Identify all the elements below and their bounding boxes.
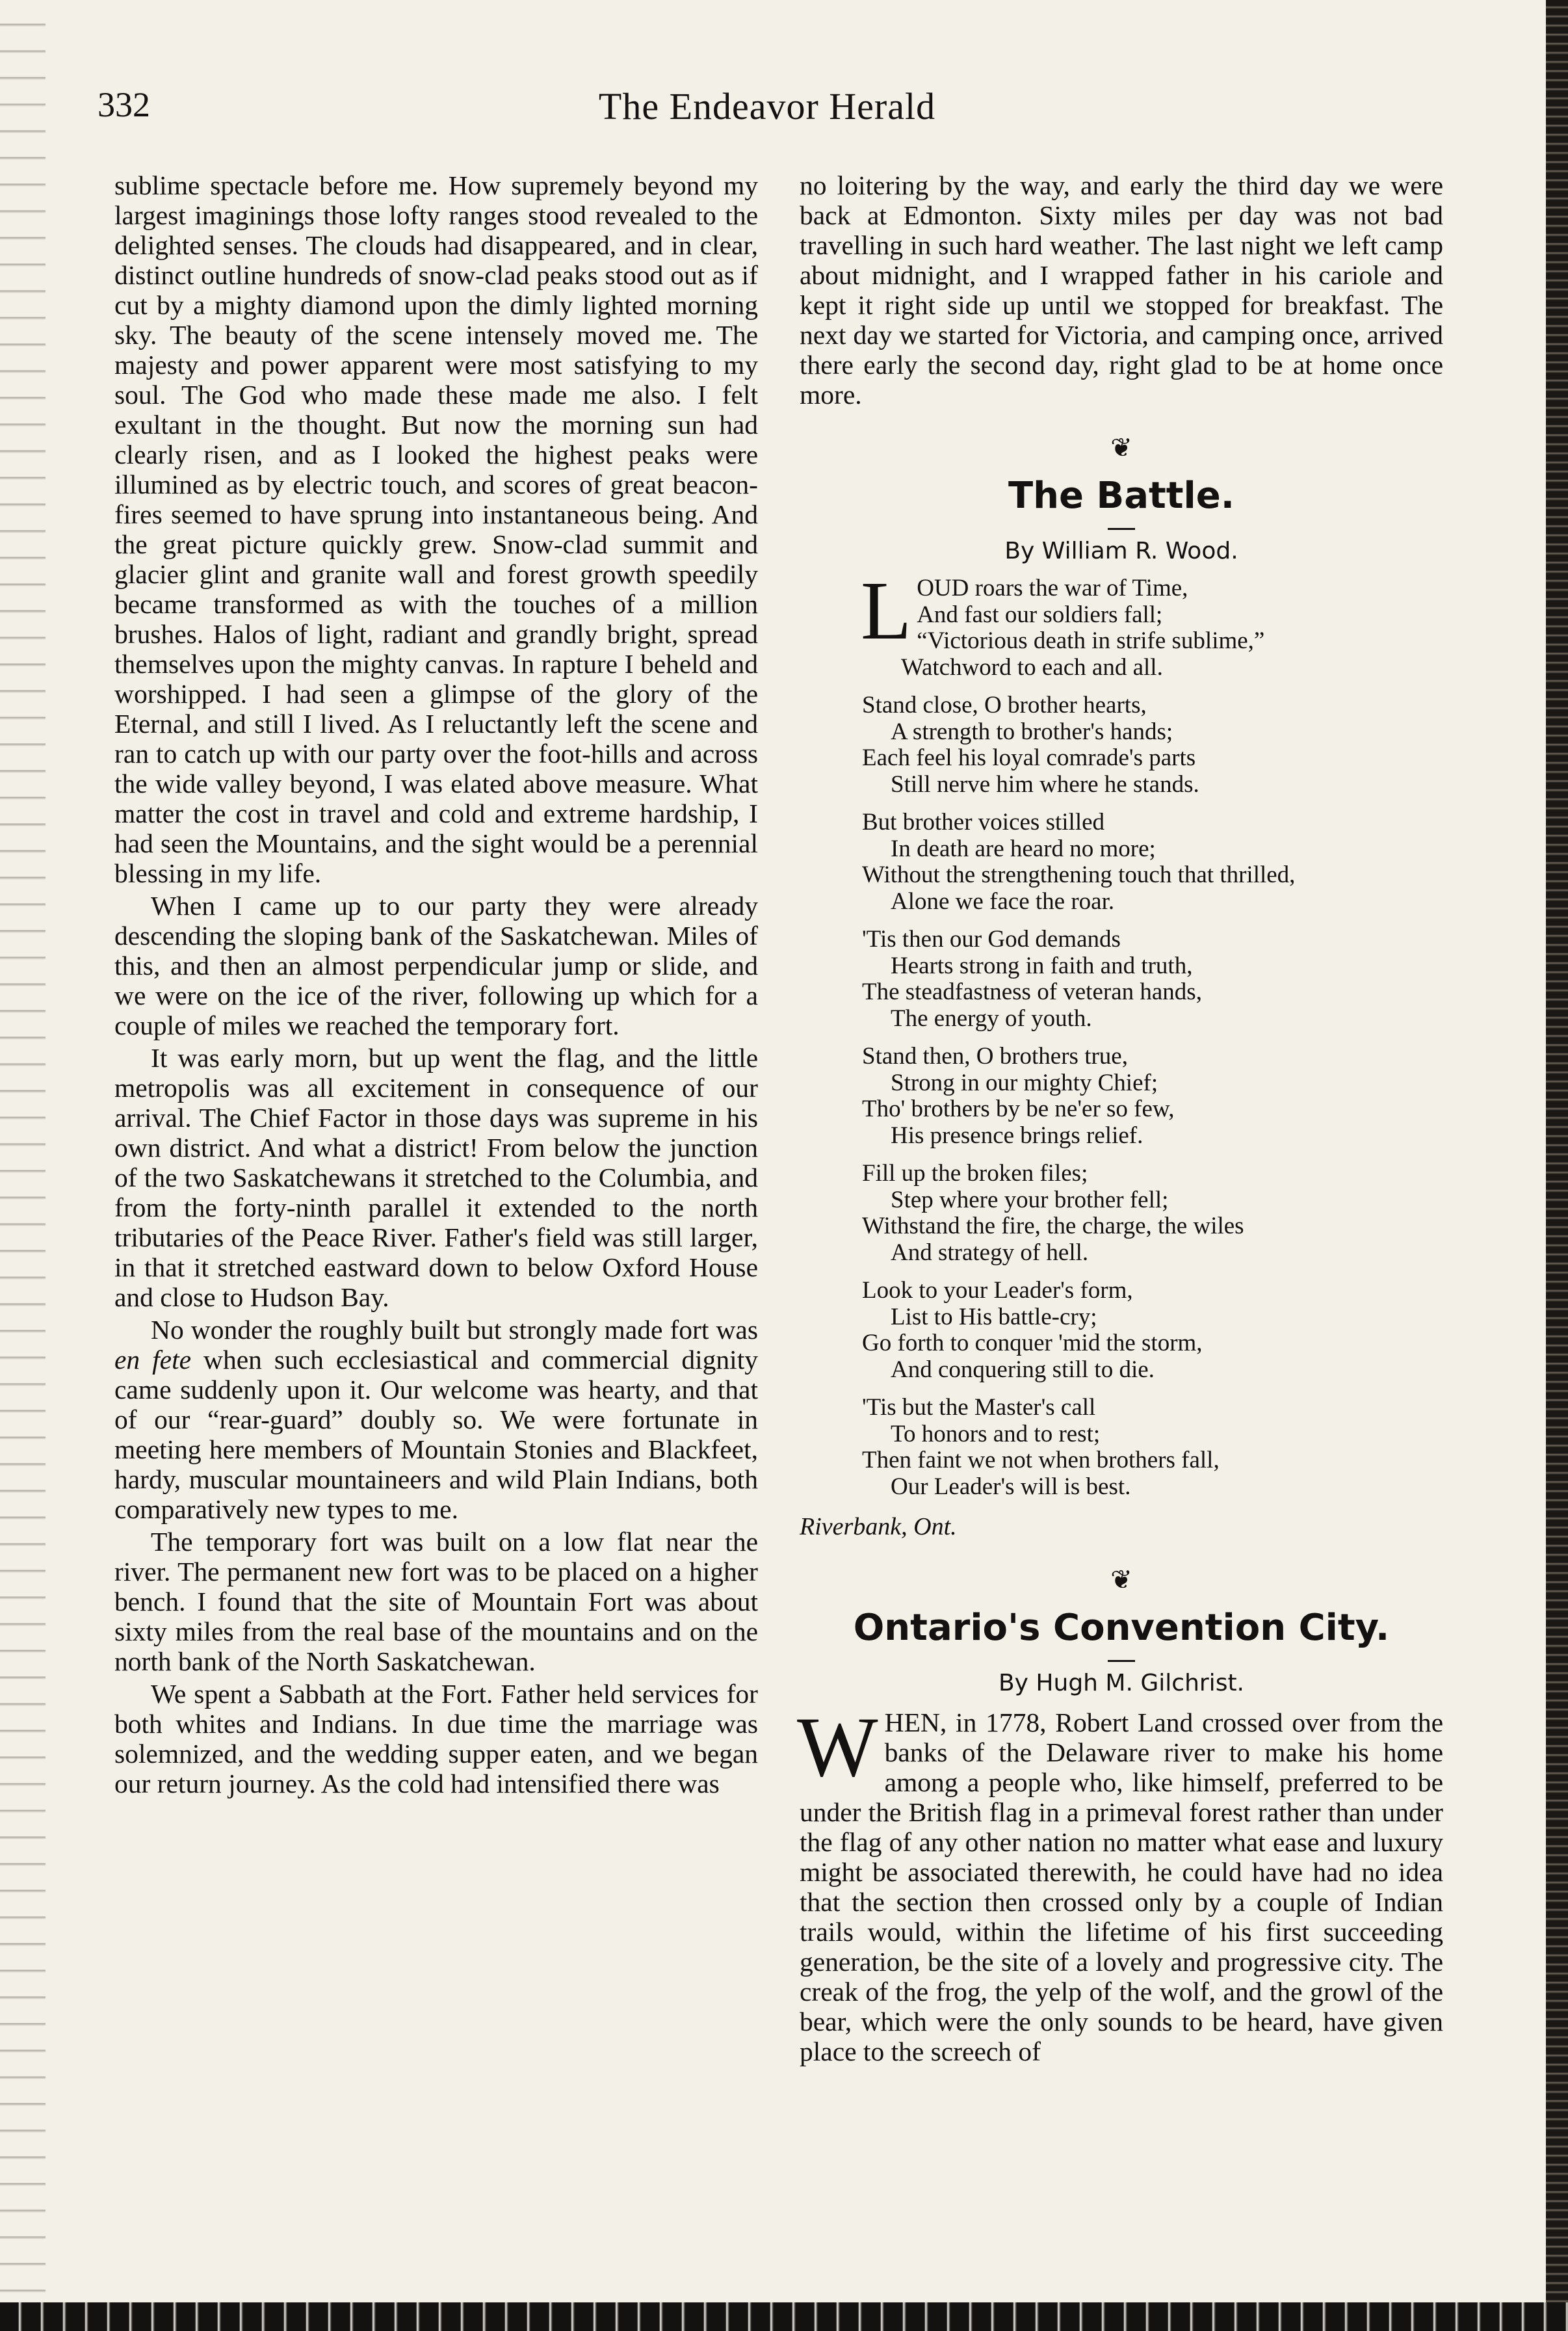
section-ornament: ❦ [1110,433,1132,462]
left-column [114,170,758,1801]
poem-stanza [862,692,1443,798]
poem-stanza [862,1044,1443,1149]
poem-line: A strength to brother's hands; [891,718,1173,745]
article-drop-cap: W [797,1699,878,1795]
section-ornament: ❦ [1110,1565,1132,1594]
article-paragraph [797,1699,1443,2066]
scan-edge-right [1546,0,1568,2331]
poem-line: Withstand the fire, the charge, the wiles [862,1213,1244,1239]
poem-byline: By William R. Wood. [1004,538,1238,564]
poem-line: Strong in our mighty Chief; [891,1069,1158,1096]
article-title: Ontario's Convention City. [853,1607,1390,1649]
fete-italic: en fete [114,1345,192,1375]
body-paragraph: When I came up to our party they were already descending the sloping bank of the Saskatchewan. Miles of this, and then an almost perpendicular jump or slide, and we were on the ice of the river, following up which for a couple of miles we reached the temporary fort. [114,891,758,1040]
poem-stanza [862,1278,1443,1383]
page-number: 332 [98,85,150,124]
poem-line: Fill up the broken files; [862,1160,1088,1187]
body-paragraph: sublime spectacle before me. How supremely beyond my largest imaginings those lofty ranges stood revealed to the delighted senses. The clouds had disappeared, and in clear, distinct outline hundreds of snow-clad peaks stood out as if cut by a mighty diamond upon the dimly lighted morning sky. The beauty of the scene intensely moved me. The majesty and power apparent were most satisfying to my soul. The God who made these made me also. I felt exultant in the thought. But now the morning sun had clearly risen, and as I looked the highest peaks were illumined as by electric touch, and scores of great beacon-fires seemed to have sprung into instantaneous being. And the great picture quickly grew. Snow-clad summit and glacier glint and granite wall and forest growth speedily became transformed as with the touches of a million brushes. Halos of light, radiant and grandly bright, spread themselves upon the mighty canvas. In rapture I beheld and worshipped. I had seen a glimpse of the glory of the Eternal, and still I lived. As I reluctantly left the scene and ran to catch up with our party over the foot-hills and across the wide valley beyond, I was elated above measure. What matter the cost in travel and cold and extreme hardship, I had seen the Mountains, and the sight would be a perennial blessing in my life. [114,170,758,888]
poem-stanza [862,927,1443,1032]
poem-line: The steadfastness of veteran hands, [862,979,1202,1005]
poem-line: Without the strengthening touch that thrilled, [862,862,1296,888]
body-paragraph: The temporary fort was built on a low flat near the river. The permanent new fort was to be placed on a higher bench. I found that the site of Mountain Fort was about sixty miles from the real base of the mountains and on the north bank of the North Saskatchewan. [114,1527,758,1676]
poem-line: Go forth to conquer 'mid the storm, [862,1330,1203,1356]
poem-line: Each feel his loyal comrade's parts [862,744,1196,771]
poem-stanza [862,1161,1443,1266]
poem-stanza [862,810,1443,915]
poem-line: OUD roars the war of Time, [917,575,1188,601]
article-byline: By Hugh M. Gilchrist. [998,1670,1245,1696]
poem-line: Step where your brother fell; [891,1186,1169,1213]
poem-drop-cap: L [861,564,912,657]
poem-line: Look to your Leader's form, [862,1277,1133,1304]
poem-line: Then faint we not when brothers fall, [862,1447,1220,1473]
poem-line: His presence brings relief. [891,1122,1143,1149]
body-paragraph-fete [114,1315,758,1524]
poem-line: “Victorious death in strife sublime,” [917,627,1265,654]
poem-line: But brother voices stilled [862,809,1105,836]
poem [861,564,1443,1500]
scan-edge-left [0,0,46,2331]
poem-line: Stand then, O brothers true, [862,1043,1128,1070]
poem-stanza [862,1395,1443,1500]
article-text: HEN, in 1778, Robert Land crossed over from the banks of the Delaware river to make his home among a people who, like himself, preferred to be under the British flag in a primeval forest rather than under the flag of any other nation no matter what ease and luxury might be associated therewith, he could have had no idea that the section then crossed only by a couple of Indian trails would, within the lifetime of his first succeeding generation, be the site of a lovely and progressive city. The creak of the frog, the yelp of the wolf, and the growl of the bear, which were the only sounds to be heard, have given place to the screech of [800,1707,1443,2066]
poem-line: 'Tis but the Master's call [862,1394,1096,1421]
title-rule [1108,528,1135,530]
right-column [797,170,1443,2069]
poem-place: Riverbank, Ont. [800,1513,957,1540]
poem-line: Alone we face the roar. [891,888,1115,915]
poem-line: And conquering still to die. [891,1356,1155,1383]
scan-edge-bottom [0,2302,1568,2331]
poem-line: And strategy of hell. [891,1239,1089,1266]
poem-line: Watchword to each and all. [901,653,1163,681]
running-title: The Endeavor Herald [598,85,936,127]
poem-line: Hearts strong in faith and truth, [891,952,1193,979]
poem-line: In death are heard no more; [891,835,1156,862]
poem-line: Tho' brothers by be ne'er so few, [862,1096,1175,1122]
poem-line: And fast our soldiers fall; [917,601,1163,628]
body-paragraph: It was early morn, but up went the flag, and the little metropolis was all excitement in consequence of our arrival. The Chief Factor in those days was supreme in his own district. And what a district! From below the junction of the two Saskatchewans it stretched to the Columbia, and from the forty-ninth parallel it extended to the north tributaries of the Peace River. Father's field was still larger, in that it stretched eastward down to below Oxford House and close to Hudson Bay. [114,1043,758,1312]
poem-line: Our Leader's will is best. [891,1473,1131,1500]
fete-text-before: No wonder the roughly built but strongly made fort was [151,1315,758,1345]
poem-line: To honors and to rest; [891,1420,1101,1447]
poem-line: Stand close, O brother hearts, [862,692,1147,718]
fete-text-after: when such ecclesiastical and commercial dignity came suddenly upon it. Our welcome was hearty, and that of our “rear-guard” doubly so. We were fortunate in meeting here members of Mountain Stonies and Blackfeet, hardy, muscular mountaineers and wild Plain Indians, both comparatively new types to me. [114,1345,758,1524]
title-rule [1108,1660,1135,1662]
page-header [98,85,1437,143]
poem-line: 'Tis then our God demands [862,926,1121,953]
poem-line: List to His battle-cry; [891,1303,1097,1330]
poem-line: Still nerve him where he stands. [891,770,1199,798]
continuation-paragraph: no loitering by the way, and early the third day we were back at Edmonton. Sixty miles per day was not bad travelling in such hard weather. The last night we left camp about midnight, and I wrapped father in his cariole and kept it right side up until we stopped for breakfast. The next day we started for Victoria, and camping once, arrived there early the second day, right glad to be at home once more. [800,170,1443,410]
poem-line: The energy of youth. [891,1005,1092,1032]
body-paragraph: We spent a Sabbath at the Fort. Father held services for both whites and Indians. In due time the marriage was solemnized, and the wedding supper eaten, and we began our return journey. As the cold had intensified there was [114,1679,758,1798]
poem-stanza [861,564,1443,681]
poem-title: The Battle. [1008,475,1235,517]
